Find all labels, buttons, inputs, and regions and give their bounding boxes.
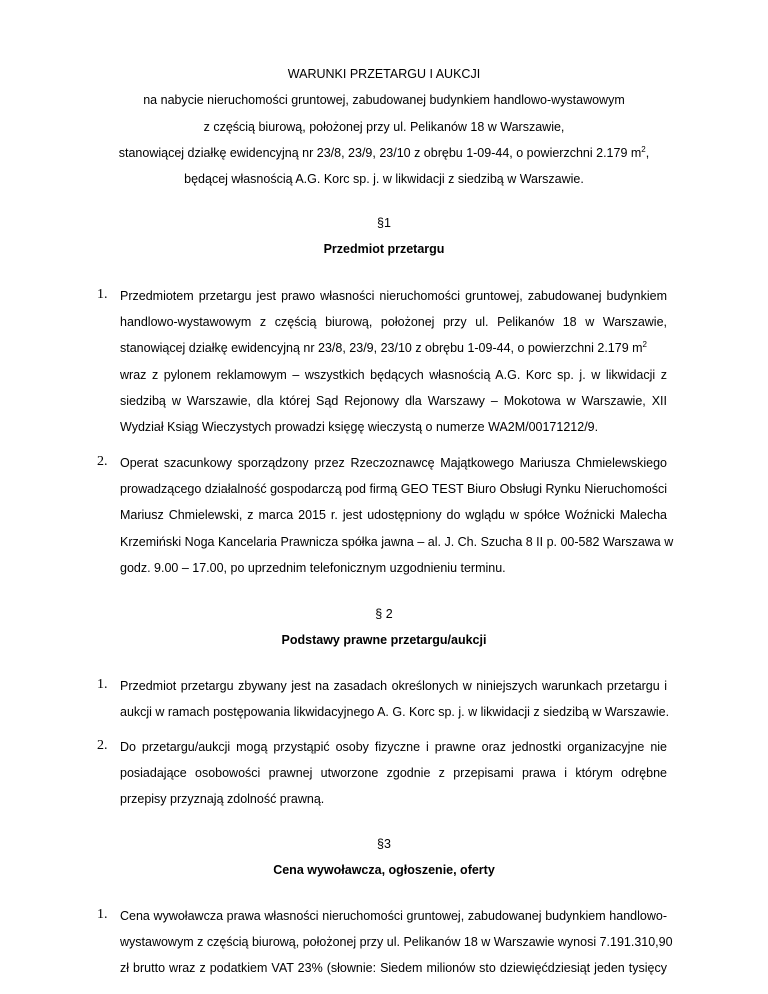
item-line: wystawowym z częścią biurową, położonej przy ul. Pelikanów 18 w Warszawie wynosi 7.191.310,90 — [120, 935, 673, 949]
item-line: Wydział Ksiąg Wieczystych prowadzi księgę wieczystą o numerze WA2M/00171212/9. — [120, 420, 599, 434]
section-1-number: §1 — [377, 216, 391, 230]
item-line: aukcji w ramach postępowania likwidacyjnego A. G. Korc sp. j. w likwidacji z siedzibą w Warszawie. — [120, 705, 670, 719]
item-line: Mariusz Chmielewski, z marca 2015 r. jest udostępniony do wglądu w spółce Woźnicki Malecha — [120, 508, 667, 522]
item-line: prowadzącego działalność gospodarczą pod firmą GEO TEST Biuro Obsługi Rynku Nieruchomości — [120, 482, 668, 496]
item-line: przepisy przyznają zdolność prawną. — [120, 792, 325, 806]
item-number: 1. — [97, 287, 108, 302]
item-line: wraz z pylonem reklamowym – wszystkich będących własnością A.G. Korc sp. j. w likwidacji z — [120, 368, 667, 382]
item-line: Cena wywoławcza prawa własności nieruchomości gruntowej, zabudowanej budynkiem handlowo- — [120, 909, 667, 923]
item-line: Przedmiot przetargu zbywany jest na zasadach określonych w niniejszych warunkach przetargu i — [120, 679, 667, 693]
header-line-4: stanowiącej działkę ewidencyjną nr 23/8, 23/9, 23/10 z obrębu 1-09-44, o powierzchni 2.179 $m^2$, — [118, 144, 650, 160]
item-number: 2. — [97, 738, 108, 753]
item-line: posiadające osobowości prawnej utworzone zgodnie z przepisami prawa i którym odrębne — [120, 766, 667, 780]
item-line: Do przetargu/aukcji mogą przystąpić osoby fizyczne i prawne oraz jednostki organizacyjne nie — [120, 740, 667, 754]
item-number: 2. — [97, 454, 108, 469]
item-line: godz. 9.00 – 17.00, po uprzednim telefonicznym uzgodnieniu terminu. — [120, 561, 506, 575]
section-3-title: Cena wywoławcza, ogłoszenie, oferty — [273, 863, 495, 877]
item-line: Przedmiotem przetargu jest prawo własności nieruchomości gruntowej, zabudowanej budynkiem — [120, 289, 667, 303]
item-number: 1. — [97, 677, 108, 692]
header-line-3: z częścią biurową, położonej przy ul. Pelikanów 18 w Warszawie, — [203, 120, 565, 134]
item-line: siedzibą w Warszawie, dla której Sąd Rejonowy dla Warszawy – Mokotowa w Warszawie, XII — [120, 394, 667, 408]
header-line-5: będącej własnością A.G. Korc sp. j. w likwidacji z siedzibą w Warszawie. — [184, 172, 584, 186]
header-line-2: na nabycie nieruchomości gruntowej, zabudowanej budynkiem handlowo-wystawowym — [143, 93, 625, 107]
section-3-number: §3 — [377, 837, 391, 851]
document-title: WARUNKI PRZETARGU I AUKCJI — [287, 67, 481, 81]
section-2-title: Podstawy prawne przetargu/aukcji — [281, 633, 487, 647]
item-line: Operat szacunkowy sporządzony przez Rzeczoznawcę Majątkowego Mariusza Chmielewskiego — [120, 456, 667, 470]
item-line: stanowiącej działkę ewidencyjną nr 23/8, 23/9, 23/10 z obrębu 1-09-44, o powierzchni 2.179 $m^2$ — [120, 339, 647, 355]
item-number: 1. — [97, 907, 108, 922]
item-line: zł brutto wraz z podatkiem VAT 23% (słownie: Siedem milionów sto dziewięćdziesiąt jeden tysięcy — [120, 961, 667, 975]
item-line: handlowo-wystawowym z częścią biurową, położonej przy ul. Pelikanów 18 w Warszawie, — [120, 315, 667, 329]
item-line: Krzemiński Noga Kancelaria Prawnicza spółka jawna – al. J. Ch. Szucha 8 II p. 00-582 Warszawa w — [120, 535, 674, 549]
section-1-title: Przedmiot przetargu — [323, 242, 445, 256]
section-2-number: § 2 — [375, 607, 393, 621]
